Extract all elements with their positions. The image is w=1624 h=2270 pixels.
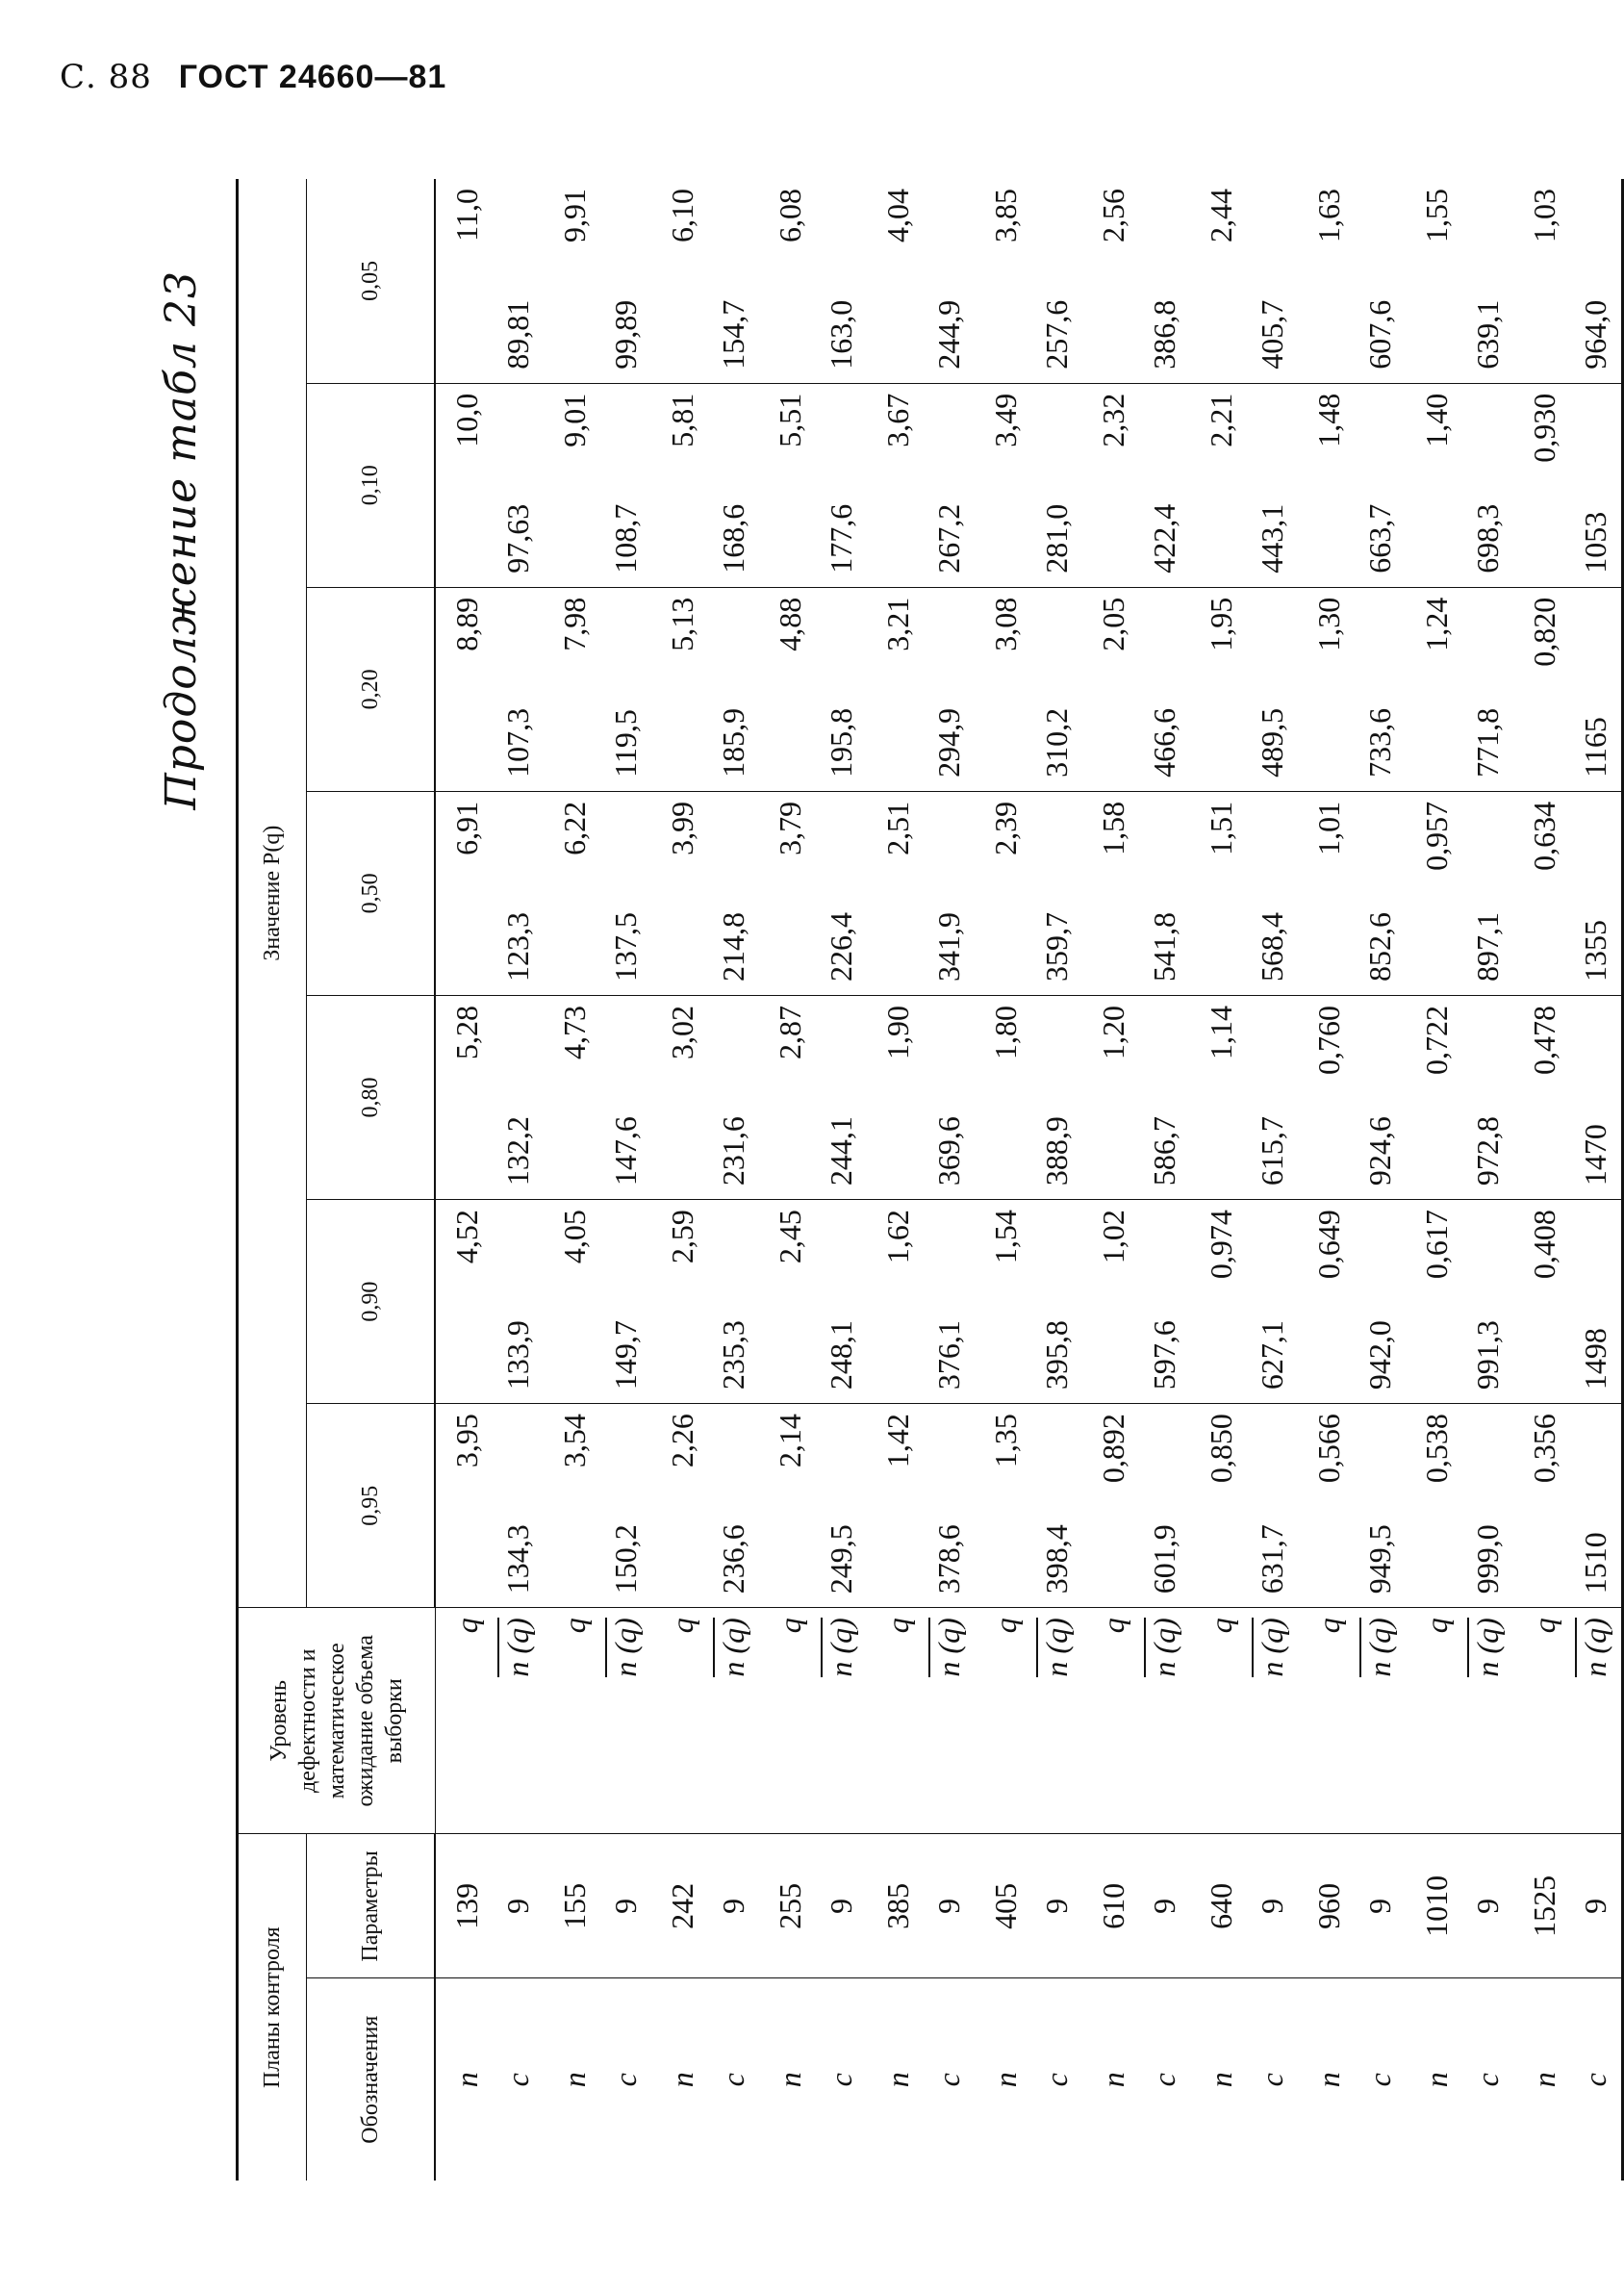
cell-value: 0,957 <box>1406 791 1462 995</box>
cell-value: 964,0 <box>1570 179 1623 383</box>
cell-value: 2,14 <box>759 1404 816 1608</box>
cell-value: 257,6 <box>1031 179 1082 383</box>
cell-value: 5,81 <box>651 383 708 587</box>
cell-value: 1,80 <box>975 995 1031 1199</box>
cell-value: 2,56 <box>1082 179 1139 383</box>
cell-value: 1,63 <box>1298 179 1355 383</box>
cell-parameter: 610 <box>1082 1834 1139 1978</box>
cell-value: 1470 <box>1570 995 1623 1199</box>
cell-value: 388,9 <box>1031 995 1082 1199</box>
cell-parameter: 9 <box>1462 1834 1513 1978</box>
cell-value: 443,1 <box>1247 383 1298 587</box>
table-row <box>759 179 816 2181</box>
header-value-1: 0,90 <box>307 1200 436 1404</box>
cell-value: 1,90 <box>867 995 924 1199</box>
cell-value: 489,5 <box>1247 587 1298 791</box>
cell-value: 1,42 <box>867 1404 924 1608</box>
cell-value: 6,91 <box>435 791 493 995</box>
cell-value: 2,87 <box>759 995 816 1199</box>
table-row <box>600 179 651 2181</box>
cell-parameter: 9 <box>924 1834 975 1978</box>
cell-value: 376,1 <box>924 1200 975 1404</box>
cell-value: 405,7 <box>1247 179 1298 383</box>
table-row <box>1247 179 1298 2181</box>
cell-level <box>435 1608 493 1834</box>
level-symbol: n (q) <box>928 1618 966 1676</box>
table-row <box>1513 179 1570 2181</box>
level-symbol: n (q) <box>1036 1618 1074 1676</box>
cell-level <box>1031 1608 1082 1834</box>
cell-value: 2,21 <box>1190 383 1247 587</box>
cell-level <box>1298 1608 1355 1834</box>
level-symbol: n (q) <box>1359 1618 1397 1676</box>
cell-designation: c <box>1470 2073 1505 2087</box>
cell-value: 6,08 <box>759 179 816 383</box>
cell-value: 0,892 <box>1082 1404 1139 1608</box>
cell-parameter: 9 <box>1570 1834 1623 1978</box>
cell-value: 231,6 <box>708 995 759 1199</box>
table-row <box>1031 179 1082 2181</box>
cell-designation: c <box>1578 2073 1612 2087</box>
cell-value: 2,26 <box>651 1404 708 1608</box>
cell-parameter: 9 <box>1247 1834 1298 1978</box>
cell-level <box>600 1608 651 1834</box>
cell-value: 1,51 <box>1190 791 1247 995</box>
cell-value: 248,1 <box>816 1200 867 1404</box>
cell-parameter: 9 <box>1031 1834 1082 1978</box>
cell-value: 4,52 <box>435 1200 493 1404</box>
cell-designation: c <box>824 2073 858 2087</box>
cell-value: 2,39 <box>975 791 1031 995</box>
cell-value: 568,4 <box>1247 791 1298 995</box>
cell-value: 2,51 <box>867 791 924 995</box>
cell-value: 3,85 <box>975 179 1031 383</box>
cell-value: 5,28 <box>435 995 493 1199</box>
cell-value: 1,24 <box>1406 587 1462 791</box>
cell-value: 2,32 <box>1082 383 1139 587</box>
level-symbol: n (q) <box>713 1618 750 1676</box>
cell-value: 3,99 <box>651 791 708 995</box>
cell-level <box>1513 1608 1570 1834</box>
cell-value: 123,3 <box>493 791 544 995</box>
cell-value: 378,6 <box>924 1404 975 1608</box>
cell-value: 0,820 <box>1513 587 1570 791</box>
cell-value: 698,3 <box>1462 383 1513 587</box>
cell-designation: n <box>880 2072 915 2088</box>
cell-value: 1355 <box>1570 791 1623 995</box>
cell-designation: c <box>1255 2073 1289 2087</box>
cell-parameter: 139 <box>435 1834 493 1978</box>
cell-parameter: 1525 <box>1513 1834 1570 1978</box>
level-symbol: q <box>665 1618 699 1634</box>
cell-value: 597,6 <box>1139 1200 1190 1404</box>
cell-value: 236,6 <box>708 1404 759 1608</box>
cell-value: 586,7 <box>1139 995 1190 1199</box>
cell-value: 1,03 <box>1513 179 1570 383</box>
cell-value: 0,566 <box>1298 1404 1355 1608</box>
table-caption: Продолжение табл 23 <box>157 270 206 810</box>
cell-value: 607,6 <box>1355 179 1406 383</box>
cell-value: 466,6 <box>1139 587 1190 791</box>
cell-value: 97,63 <box>493 383 544 587</box>
header-value-2: 0,80 <box>307 995 436 1199</box>
level-symbol: q <box>1311 1618 1346 1634</box>
cell-value: 0,930 <box>1513 383 1570 587</box>
cell-designation: n <box>988 2072 1023 2088</box>
level-symbol: q <box>880 1618 915 1634</box>
table-row <box>924 179 975 2181</box>
cell-level <box>1462 1608 1513 1834</box>
table-row <box>1355 179 1406 2181</box>
table-row <box>1462 179 1513 2181</box>
cell-value: 4,88 <box>759 587 816 791</box>
table-row <box>1082 179 1139 2181</box>
cell-value: 2,45 <box>759 1200 816 1404</box>
cell-value: 1510 <box>1570 1404 1623 1608</box>
level-symbol: q <box>1419 1618 1454 1634</box>
cell-parameter: 9 <box>708 1834 759 1978</box>
table-body <box>435 179 1623 2181</box>
cell-value: 0,760 <box>1298 995 1355 1199</box>
cell-value: 601,9 <box>1139 1404 1190 1608</box>
header-value-6: 0,05 <box>307 179 436 383</box>
level-symbol: n (q) <box>605 1618 643 1676</box>
cell-value: 733,6 <box>1355 587 1406 791</box>
level-symbol: n (q) <box>497 1618 535 1676</box>
cell-value: 154,7 <box>708 179 759 383</box>
cell-designation: n <box>1419 2072 1454 2088</box>
cell-level <box>708 1608 759 1834</box>
cell-value: 1,14 <box>1190 995 1247 1199</box>
cell-value: 134,3 <box>493 1404 544 1608</box>
header-value-5: 0,10 <box>307 383 436 587</box>
cell-value: 6,10 <box>651 179 708 383</box>
cell-level <box>1247 1608 1298 1834</box>
cell-value: 9,01 <box>544 383 600 587</box>
table-row <box>975 179 1031 2181</box>
cell-value: 0,478 <box>1513 995 1570 1199</box>
cell-level <box>816 1608 867 1834</box>
table-row <box>651 179 708 2181</box>
cell-value: 0,722 <box>1406 995 1462 1199</box>
cell-designation: n <box>1204 2072 1238 2088</box>
cell-value: 185,9 <box>708 587 759 791</box>
cell-value: 9,91 <box>544 179 600 383</box>
cell-value: 8,89 <box>435 587 493 791</box>
cell-value: 1,95 <box>1190 587 1247 791</box>
cell-value: 386,8 <box>1139 179 1190 383</box>
cell-level <box>759 1608 816 1834</box>
cell-value: 0,634 <box>1513 791 1570 995</box>
cell-value: 3,49 <box>975 383 1031 587</box>
cell-parameter: 255 <box>759 1834 816 1978</box>
cell-value: 2,44 <box>1190 179 1247 383</box>
cell-designation: n <box>449 2072 484 2088</box>
cell-value: 0,617 <box>1406 1200 1462 1404</box>
table-row <box>435 179 493 2181</box>
cell-value: 137,5 <box>600 791 651 995</box>
cell-designation: n <box>1096 2072 1130 2088</box>
cell-value: 942,0 <box>1355 1200 1406 1404</box>
cell-parameter: 242 <box>651 1834 708 1978</box>
cell-value: 6,22 <box>544 791 600 995</box>
cell-value: 214,8 <box>708 791 759 995</box>
level-symbol: n (q) <box>821 1618 858 1676</box>
cell-value: 10,0 <box>435 383 493 587</box>
cell-value: 1,62 <box>867 1200 924 1404</box>
cell-value: 0,649 <box>1298 1200 1355 1404</box>
cell-value: 99,89 <box>600 179 651 383</box>
cell-value: 132,2 <box>493 995 544 1199</box>
header-value-4: 0,20 <box>307 587 436 791</box>
table-row <box>1190 179 1247 2181</box>
cell-value: 2,59 <box>651 1200 708 1404</box>
cell-value: 235,3 <box>708 1200 759 1404</box>
cell-parameter: 155 <box>544 1834 600 1978</box>
header-params: Параметры <box>307 1834 436 1978</box>
cell-value: 249,5 <box>816 1404 867 1608</box>
cell-value: 1053 <box>1570 383 1623 587</box>
cell-value: 147,6 <box>600 995 651 1199</box>
cell-value: 1,48 <box>1298 383 1355 587</box>
cell-designation: n <box>1527 2072 1561 2088</box>
cell-value: 163,0 <box>816 179 867 383</box>
cell-parameter: 9 <box>816 1834 867 1978</box>
cell-value: 150,2 <box>600 1404 651 1608</box>
cell-value: 5,51 <box>759 383 816 587</box>
table-row <box>1139 179 1190 2181</box>
cell-value: 3,21 <box>867 587 924 791</box>
level-symbol: n (q) <box>1252 1618 1289 1676</box>
cell-value: 149,7 <box>600 1200 651 1404</box>
cell-designation: c <box>608 2073 643 2087</box>
header-plans-group: Планы контроля <box>238 1834 307 2181</box>
cell-value: 1165 <box>1570 587 1623 791</box>
cell-value: 771,8 <box>1462 587 1513 791</box>
cell-value: 107,3 <box>493 587 544 791</box>
cell-parameter: 9 <box>600 1834 651 1978</box>
cell-value: 4,05 <box>544 1200 600 1404</box>
cell-value: 133,9 <box>493 1200 544 1404</box>
cell-value: 398,4 <box>1031 1404 1082 1608</box>
cell-value: 631,7 <box>1247 1404 1298 1608</box>
table-row <box>708 179 759 2181</box>
cell-value: 897,1 <box>1462 791 1513 995</box>
cell-level <box>1355 1608 1406 1834</box>
header-designation: Обозначения <box>307 1978 436 2181</box>
cell-value: 1,02 <box>1082 1200 1139 1404</box>
cell-value: 1,30 <box>1298 587 1355 791</box>
cell-value: 541,8 <box>1139 791 1190 995</box>
cell-value: 615,7 <box>1247 995 1298 1199</box>
cell-parameter: 960 <box>1298 1834 1355 1978</box>
cell-level <box>924 1608 975 1834</box>
cell-value: 0,538 <box>1406 1404 1462 1608</box>
level-symbol: q <box>1527 1618 1561 1634</box>
cell-value: 4,73 <box>544 995 600 1199</box>
cell-value: 1498 <box>1570 1200 1623 1404</box>
cell-value: 3,02 <box>651 995 708 1199</box>
cell-level <box>867 1608 924 1834</box>
page-number: С. 88 <box>60 58 152 96</box>
cell-value: 7,98 <box>544 587 600 791</box>
cell-level <box>544 1608 600 1834</box>
table-row <box>1298 179 1355 2181</box>
cell-value: 627,1 <box>1247 1200 1298 1404</box>
cell-level <box>651 1608 708 1834</box>
level-symbol: q <box>557 1618 592 1634</box>
cell-value: 310,2 <box>1031 587 1082 791</box>
cell-value: 4,04 <box>867 179 924 383</box>
cell-designation: n <box>557 2072 592 2088</box>
header-value-3: 0,50 <box>307 791 436 995</box>
data-table <box>236 179 1624 2181</box>
cell-value: 294,9 <box>924 587 975 791</box>
cell-value: 244,1 <box>816 995 867 1199</box>
cell-value: 244,9 <box>924 179 975 383</box>
cell-parameter: 9 <box>493 1834 544 1978</box>
cell-value: 999,0 <box>1462 1404 1513 1608</box>
table-row <box>493 179 544 2181</box>
cell-value: 663,7 <box>1355 383 1406 587</box>
cell-value: 852,6 <box>1355 791 1406 995</box>
cell-value: 177,6 <box>816 383 867 587</box>
level-symbol: n (q) <box>1144 1618 1181 1676</box>
cell-value: 1,40 <box>1406 383 1462 587</box>
header-value-0: 0,95 <box>307 1404 436 1608</box>
cell-parameter: 1010 <box>1406 1834 1462 1978</box>
cell-value: 422,4 <box>1139 383 1190 587</box>
cell-value: 5,13 <box>651 587 708 791</box>
cell-value: 3,95 <box>435 1404 493 1608</box>
header-level: Уровень дефектности и математическое ожидание объема выборки <box>238 1608 436 1834</box>
cell-value: 369,6 <box>924 995 975 1199</box>
cell-value: 1,54 <box>975 1200 1031 1404</box>
table-row <box>867 179 924 2181</box>
cell-value: 639,1 <box>1462 179 1513 383</box>
cell-value: 195,8 <box>816 587 867 791</box>
cell-level <box>1190 1608 1247 1834</box>
level-symbol: q <box>1096 1618 1130 1634</box>
level-symbol: n (q) <box>1467 1618 1505 1676</box>
cell-value: 1,55 <box>1406 179 1462 383</box>
cell-designation: n <box>665 2072 699 2088</box>
table-row <box>1570 179 1623 2181</box>
cell-value: 972,8 <box>1462 995 1513 1199</box>
cell-level <box>1082 1608 1139 1834</box>
level-symbol: n (q) <box>1575 1618 1612 1676</box>
cell-value: 3,54 <box>544 1404 600 1608</box>
cell-parameter: 9 <box>1355 1834 1406 1978</box>
cell-designation: c <box>931 2073 966 2087</box>
cell-parameter: 640 <box>1190 1834 1247 1978</box>
cell-value: 359,7 <box>1031 791 1082 995</box>
table-row <box>1406 179 1462 2181</box>
cell-parameter: 9 <box>1139 1834 1190 1978</box>
table-row <box>816 179 867 2181</box>
cell-value: 281,0 <box>1031 383 1082 587</box>
cell-value: 0,850 <box>1190 1404 1247 1608</box>
cell-value: 168,6 <box>708 383 759 587</box>
cell-value: 119,5 <box>600 587 651 791</box>
header-values-group: Значение P(q) <box>238 179 307 1608</box>
level-symbol: q <box>988 1618 1023 1634</box>
cell-value: 11,0 <box>435 179 493 383</box>
cell-value: 341,9 <box>924 791 975 995</box>
cell-level <box>1406 1608 1462 1834</box>
cell-designation: n <box>773 2072 807 2088</box>
cell-value: 991,3 <box>1462 1200 1513 1404</box>
cell-level <box>493 1608 544 1834</box>
cell-value: 267,2 <box>924 383 975 587</box>
cell-value: 3,67 <box>867 383 924 587</box>
cell-value: 0,356 <box>1513 1404 1570 1608</box>
cell-designation: c <box>1147 2073 1181 2087</box>
page-header <box>60 58 462 96</box>
cell-value: 108,7 <box>600 383 651 587</box>
cell-value: 0,408 <box>1513 1200 1570 1404</box>
cell-value: 1,35 <box>975 1404 1031 1608</box>
cell-level <box>975 1608 1031 1834</box>
cell-value: 1,58 <box>1082 791 1139 995</box>
standard-number: ГОСТ 24660—81 <box>178 59 447 95</box>
cell-value: 3,08 <box>975 587 1031 791</box>
cell-value: 0,974 <box>1190 1200 1247 1404</box>
cell-designation: c <box>500 2073 535 2087</box>
cell-value: 3,79 <box>759 791 816 995</box>
cell-parameter: 405 <box>975 1834 1031 1978</box>
cell-level <box>1570 1608 1623 1834</box>
cell-value: 1,20 <box>1082 995 1139 1199</box>
cell-value: 89,81 <box>493 179 544 383</box>
level-symbol: q <box>773 1618 807 1634</box>
cell-value: 949,5 <box>1355 1404 1406 1608</box>
cell-value: 2,05 <box>1082 587 1139 791</box>
cell-value: 226,4 <box>816 791 867 995</box>
level-symbol: q <box>1204 1618 1238 1634</box>
cell-designation: c <box>1039 2073 1074 2087</box>
cell-designation: c <box>1362 2073 1397 2087</box>
cell-value: 395,8 <box>1031 1200 1082 1404</box>
cell-designation: c <box>716 2073 750 2087</box>
cell-parameter: 385 <box>867 1834 924 1978</box>
table-row <box>544 179 600 2181</box>
level-symbol: q <box>448 1618 484 1634</box>
rotated-table-block <box>149 179 1612 2181</box>
cell-value: 924,6 <box>1355 995 1406 1199</box>
cell-value: 1,01 <box>1298 791 1355 995</box>
cell-level <box>1139 1608 1190 1834</box>
cell-designation: n <box>1311 2072 1346 2088</box>
